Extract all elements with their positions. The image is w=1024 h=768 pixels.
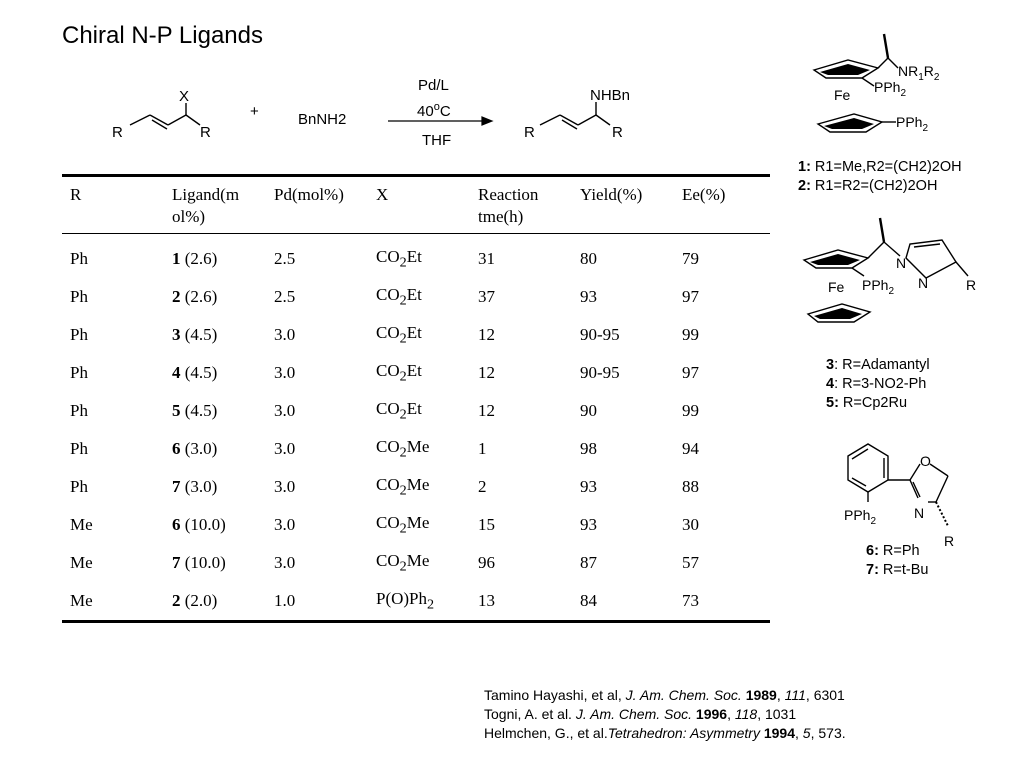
page-title: Chiral N-P Ligands xyxy=(62,22,263,49)
cell-ee: 99 xyxy=(682,401,699,420)
x-rest: Et xyxy=(406,398,422,418)
s2-fe-label: Fe xyxy=(828,279,845,295)
cell-ligand xyxy=(164,544,266,582)
s3-r-label: R xyxy=(944,533,955,549)
product-nhbn-label: NHBn xyxy=(590,87,631,104)
cell-time: 2 xyxy=(478,477,487,496)
x-main: CO xyxy=(376,284,400,304)
x-main: CO xyxy=(376,474,400,494)
cell-r: Ph xyxy=(70,287,88,306)
substrate-r-left: R xyxy=(112,124,123,141)
x-subscript: 2 xyxy=(399,292,407,309)
cell-yield: 93 xyxy=(580,515,597,534)
cell-yield: 90-95 xyxy=(580,325,620,344)
ligand-number: 7 xyxy=(172,477,181,496)
table-row xyxy=(62,430,770,468)
header-ligand: Ligand(m ol%) xyxy=(172,185,240,226)
cell-r: Ph xyxy=(70,325,88,344)
x-main: CO xyxy=(376,512,400,532)
results-table xyxy=(62,174,770,623)
ligand-number: 7 xyxy=(172,553,181,572)
cell-yield: 90-95 xyxy=(580,363,620,382)
s2-pph2-label: PPh$_2$ xyxy=(862,277,895,297)
cell-x xyxy=(368,278,470,316)
cell-ligand xyxy=(164,316,266,354)
header-ee: Ee(%) xyxy=(682,185,726,204)
caption-line-4: 4: R=3-NO2-Ph xyxy=(826,376,927,392)
cell-x xyxy=(368,316,470,354)
cell-x xyxy=(368,354,470,392)
cell-r: Ph xyxy=(70,477,88,496)
cell-pd: 3.0 xyxy=(274,439,296,458)
reference-2: Togni, A. et al. J. Am. Chem. Soc. 1996, 118, 1031 xyxy=(484,706,797,722)
condition-temperature: 40$^o$C xyxy=(417,101,451,120)
header-pd: Pd(mol%) xyxy=(274,185,344,204)
cell-time: 12 xyxy=(478,363,495,382)
cell-ee: 97 xyxy=(682,287,699,306)
x-subscript: 2 xyxy=(399,368,407,385)
x-rest: Me xyxy=(406,512,430,532)
substrate-r-right: R xyxy=(200,124,211,141)
cell-pd: 3.0 xyxy=(274,477,296,496)
x-subscript: 2 xyxy=(399,520,407,537)
product-r-left: R xyxy=(524,124,535,141)
cell-r: Ph xyxy=(70,439,88,458)
table-row xyxy=(62,316,770,354)
s3-pph2-label: PPh$_2$ xyxy=(844,507,877,527)
cell-x xyxy=(368,544,470,582)
ligand-6-7-caption xyxy=(866,542,928,580)
s2-n1-label: N xyxy=(896,255,907,271)
ligand-loading: (4.5) xyxy=(180,325,218,344)
plus-sign: + xyxy=(250,103,259,120)
s1-fe-label: Fe xyxy=(834,87,851,103)
x-subscript: 2 xyxy=(427,596,435,613)
reference-3: Helmchen, G., et al.Tetrahedron: Asymmetry 1994, 5, 573. xyxy=(484,725,846,741)
cell-pd: 3.0 xyxy=(274,401,296,420)
caption-line-3: 3: R=Adamantyl xyxy=(826,357,930,373)
table-row xyxy=(62,234,770,279)
substrate-x-label: X xyxy=(179,88,190,105)
caption-line-5: 5: R=Cp2Ru xyxy=(826,395,908,411)
table-header-row xyxy=(62,176,770,234)
product-structure xyxy=(540,102,610,129)
cell-time: 12 xyxy=(478,325,495,344)
ligand-number: 4 xyxy=(172,363,181,382)
ligand-number: 5 xyxy=(172,401,181,420)
substrate-structure xyxy=(130,103,200,129)
x-rest: Et xyxy=(406,284,422,304)
ligand-3-5-structure xyxy=(796,214,996,334)
x-rest: Me xyxy=(406,550,430,570)
cell-ligand xyxy=(164,278,266,316)
reaction-scheme xyxy=(100,70,660,160)
ligand-loading: (2.6) xyxy=(180,249,218,268)
x-rest: Me xyxy=(406,474,430,494)
ligand-number: 6 xyxy=(172,439,181,458)
header-r: R xyxy=(70,185,82,204)
x-subscript: 2 xyxy=(399,406,407,423)
cell-time: 12 xyxy=(478,401,495,420)
s1-pph2-top-label: PPh$_2$ xyxy=(874,79,907,99)
cell-time: 31 xyxy=(478,249,495,268)
cell-pd: 3.0 xyxy=(274,325,296,344)
cell-time: 15 xyxy=(478,515,495,534)
cell-x xyxy=(368,468,470,506)
ligand-number: 1 xyxy=(172,249,181,268)
ligand-1-2-structure xyxy=(800,28,1010,144)
cell-yield: 93 xyxy=(580,477,597,496)
cell-ee: 30 xyxy=(682,515,699,534)
cell-x xyxy=(368,234,470,279)
caption-line-2: 2: R1=R2=(CH2)2OH xyxy=(798,178,938,194)
cell-yield: 84 xyxy=(580,591,597,610)
cell-ee: 94 xyxy=(682,439,699,458)
x-main: P(O)Ph xyxy=(376,588,428,608)
cell-pd: 3.0 xyxy=(274,553,296,572)
ligand-6-7-structure xyxy=(836,436,986,554)
cell-pd: 2.5 xyxy=(274,249,296,268)
x-main: CO xyxy=(376,550,400,570)
table-row xyxy=(62,506,770,544)
ligand-loading: (4.5) xyxy=(180,401,218,420)
x-subscript: 2 xyxy=(399,330,407,347)
x-main: CO xyxy=(376,360,400,380)
cell-ee: 99 xyxy=(682,325,699,344)
cell-yield: 90 xyxy=(580,401,597,420)
x-rest: Et xyxy=(406,246,422,266)
ligand-loading: (3.0) xyxy=(180,439,218,458)
cell-ligand xyxy=(164,506,266,544)
table-row xyxy=(62,468,770,506)
cell-ligand xyxy=(164,234,266,279)
condition-solvent: THF xyxy=(422,132,452,149)
header-yield: Yield(%) xyxy=(580,185,643,204)
cell-ee: 73 xyxy=(682,591,699,610)
ligand-loading: (2.6) xyxy=(180,287,218,306)
cell-pd: 3.0 xyxy=(274,363,296,382)
cell-time: 37 xyxy=(478,287,495,306)
ligand-number: 2 xyxy=(172,287,181,306)
cell-ee: 57 xyxy=(682,553,699,572)
caption-line-7: 7: R=t-Bu xyxy=(866,562,929,578)
condition-catalyst: Pd/L xyxy=(418,77,449,94)
caption-line-1: 1: R1=Me,R2=(CH2)2OH xyxy=(798,159,962,175)
ligand-3-5-caption xyxy=(826,356,930,413)
x-main: CO xyxy=(376,322,400,342)
cell-ee: 88 xyxy=(682,477,699,496)
cell-pd: 2.5 xyxy=(274,287,296,306)
cell-ligand xyxy=(164,392,266,430)
table-row xyxy=(62,544,770,582)
cell-yield: 98 xyxy=(580,439,597,458)
s2-r-label: R xyxy=(966,277,977,293)
ligand-loading: (4.5) xyxy=(180,363,218,382)
s3-o-label: O xyxy=(920,453,931,469)
x-rest: Et xyxy=(406,360,422,380)
references xyxy=(484,686,846,743)
cell-r: Ph xyxy=(70,401,88,420)
cell-r: Me xyxy=(70,591,93,610)
cell-yield: 80 xyxy=(580,249,597,268)
ligand-loading: (2.0) xyxy=(180,591,218,610)
cell-ee: 97 xyxy=(682,363,699,382)
cell-pd: 1.0 xyxy=(274,591,296,610)
cell-r: Ph xyxy=(70,363,88,382)
cell-x xyxy=(368,430,470,468)
cell-yield: 87 xyxy=(580,553,597,572)
table-row xyxy=(62,392,770,430)
cell-ligand xyxy=(164,430,266,468)
ligand-1-2-caption xyxy=(798,158,962,196)
s3-n-label: N xyxy=(914,505,925,521)
cell-ligand xyxy=(164,468,266,506)
s1-nr-label: $NR_1R_2$ xyxy=(898,63,940,83)
ligand-number: 6 xyxy=(172,515,181,534)
cell-x xyxy=(368,582,470,622)
s1-pph2-bottom-label: PPh$_2$ xyxy=(896,114,929,134)
product-r-right: R xyxy=(612,124,623,141)
header-reaction-time: Reaction tme(h) xyxy=(478,185,539,226)
cell-ligand xyxy=(164,354,266,392)
reagent-label: BnNH2 xyxy=(298,111,347,128)
x-subscript: 2 xyxy=(399,482,407,499)
cell-time: 1 xyxy=(478,439,487,458)
x-subscript: 2 xyxy=(399,254,407,271)
cell-ligand xyxy=(164,582,266,622)
ligand-number: 2 xyxy=(172,591,181,610)
table-row xyxy=(62,582,770,622)
cell-r: Me xyxy=(70,515,93,534)
table-row xyxy=(62,278,770,316)
cell-yield: 93 xyxy=(580,287,597,306)
cell-x xyxy=(368,506,470,544)
caption-line-6: 6: R=Ph xyxy=(866,543,920,559)
x-subscript: 2 xyxy=(399,444,407,461)
cell-ee: 79 xyxy=(682,249,699,268)
cell-time: 96 xyxy=(478,553,495,572)
ligand-loading: (3.0) xyxy=(180,477,218,496)
cell-r: Ph xyxy=(70,249,88,268)
ligand-loading: (10.0) xyxy=(180,515,226,534)
cell-x xyxy=(368,392,470,430)
ligand-number: 3 xyxy=(172,325,181,344)
x-rest: Et xyxy=(406,322,422,342)
x-subscript: 2 xyxy=(399,558,407,575)
x-main: CO xyxy=(376,436,400,456)
x-rest: Me xyxy=(406,436,430,456)
x-main: CO xyxy=(376,246,400,266)
header-x: X xyxy=(376,185,389,204)
cell-time: 13 xyxy=(478,591,495,610)
table-row xyxy=(62,354,770,392)
results-table-wrapper xyxy=(62,174,770,623)
cell-pd: 3.0 xyxy=(274,515,296,534)
ligand-loading: (10.0) xyxy=(180,553,226,572)
reference-1: Tamino Hayashi, et al, J. Am. Chem. Soc. 1989, 111, 6301 xyxy=(484,687,845,703)
s2-n2-label: N xyxy=(918,275,929,291)
x-main: CO xyxy=(376,398,400,418)
cell-r: Me xyxy=(70,553,93,572)
